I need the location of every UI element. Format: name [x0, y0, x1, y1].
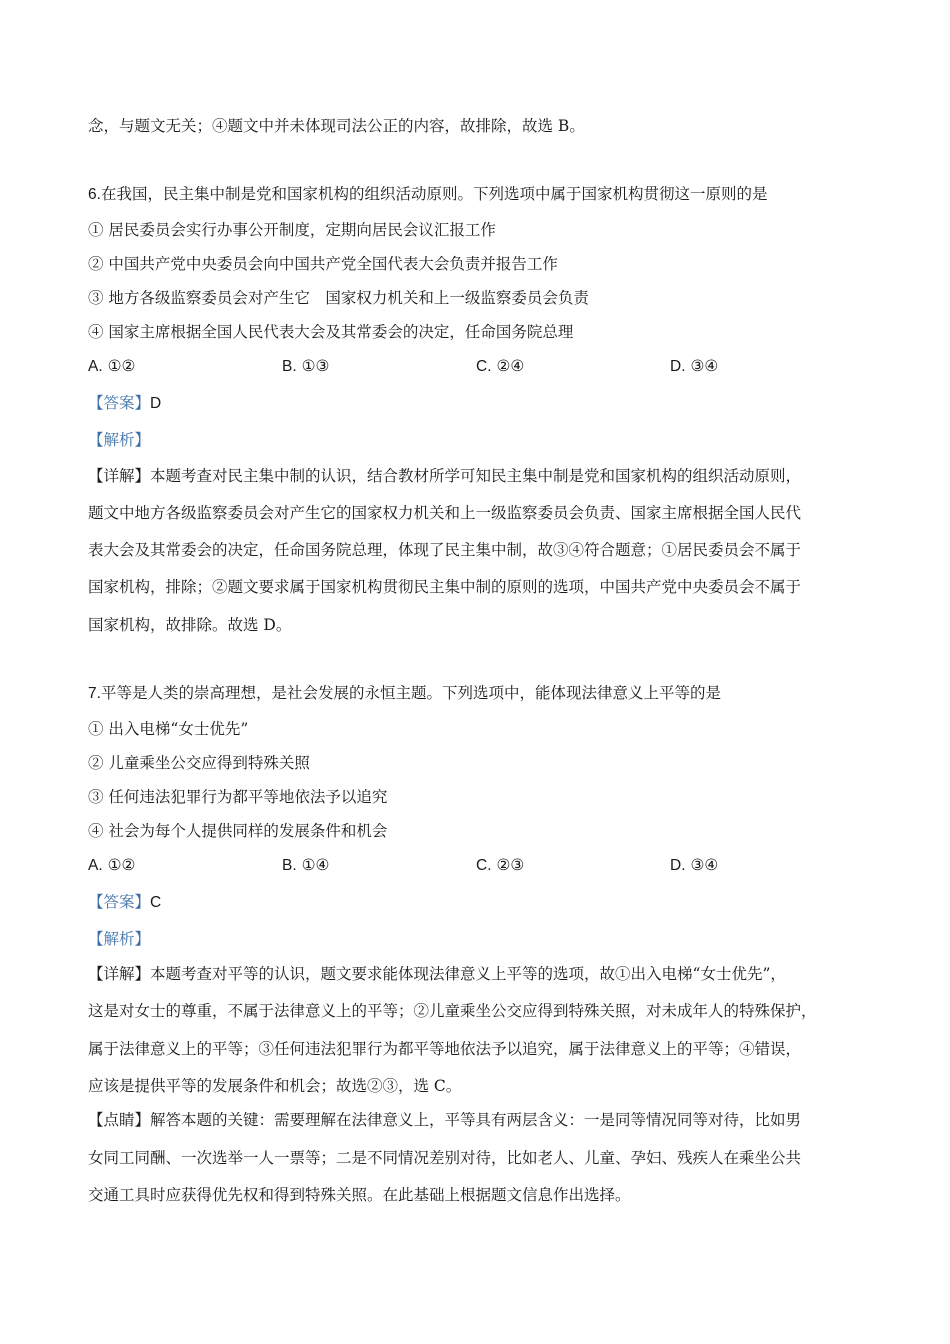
answer-tag: 【答案】	[88, 394, 151, 412]
question-7-answer	[88, 892, 161, 913]
question-7-detail-line-2: 这是对女士的尊重，不属于法律意义上的平等；②儿童乘坐公交应得到特殊关照，对未成年人的特殊保护，	[88, 1002, 817, 1020]
question-6-item-2: ② 中国共产党中央委员会向中国共产党全国代表大会负责并报告工作	[88, 255, 558, 273]
question-7-item-2: ② 儿童乘坐公交应得到特殊关照	[88, 754, 310, 772]
question-6-answer	[88, 393, 161, 414]
question-7-tip-line-3: 交通工具时应获得优先权和得到特殊关照。在此基础上根据题文信息作出选择。	[88, 1186, 631, 1204]
question-6-option-a: A. ①②	[88, 357, 136, 375]
question-6-analysis-tag: 【解析】	[88, 431, 151, 449]
question-7-item-4: ④ 社会为每个人提供同样的发展条件和机会	[88, 822, 388, 840]
question-7-stem	[88, 683, 721, 704]
question-7-analysis-tag: 【解析】	[88, 930, 151, 948]
question-6-detail-line-2: 题文中地方各级监察委员会对产生它的国家权力机关和上一级监察委员会负责、国家主席根据全国人民代	[88, 504, 802, 522]
question-7-detail-line-3: 属于法律意义上的平等；③任何违法犯罪行为都平等地依法予以追究，属于法律意义上的平等；④错误，	[88, 1040, 802, 1058]
question-7-number: 7.	[88, 685, 101, 702]
question-7-option-a: A. ①②	[88, 856, 136, 874]
question-7-item-1: ① 出入电梯“女士优先”	[88, 720, 249, 738]
continuation-text: 念，与题文无关；④题文中并未体现司法公正的内容，故排除，故选 B。	[88, 117, 585, 135]
question-6-stem	[88, 184, 767, 205]
tip-tag: 【点睛】	[88, 1111, 151, 1129]
question-6-detail-line-3: 表大会及其常委会的决定，任命国务院总理，体现了民主集中制，故③④符合题意；①居民委员会不属于	[88, 541, 802, 559]
question-7-text: 平等是人类的崇高理想，是社会发展的永恒主题。下列选项中，能体现法律意义上平等的是	[100, 684, 721, 702]
answer-tag: 【答案】	[88, 893, 151, 911]
question-7-option-c: C. ②③	[476, 856, 525, 874]
answer-value: C	[150, 894, 162, 911]
question-7-option-b: B. ①④	[282, 856, 330, 874]
question-7-tip-line-1: 【点睛】解答本题的关键：需要理解在法律意义上，平等具有两层含义：一是同等情况同等对待，比如男	[88, 1111, 802, 1129]
question-6-item-3: ③ 地方各级监察委员会对产生它 国家权力机关和上一级监察委员会负责	[88, 289, 589, 307]
detail-tag: 【详解】	[88, 467, 151, 485]
question-6-number: 6.	[88, 186, 101, 203]
question-7-option-d: D. ③④	[670, 856, 719, 874]
question-7-tip-line-2: 女同工同酬、一次选举一人一票等；二是不同情况差别对待，比如老人、儿童、孕妇、残疾人在乘坐公共	[88, 1149, 802, 1167]
question-6-detail-line-5: 国家机构，故排除。故选 D。	[88, 616, 292, 634]
question-6-item-4: ④ 国家主席根据全国人民代表大会及其常委会的决定，任命国务院总理	[88, 323, 574, 341]
question-7-item-3: ③ 任何违法犯罪行为都平等地依法予以追究	[88, 788, 388, 806]
question-6-item-1: ① 居民委员会实行办事公开制度，定期向居民会议汇报工作	[88, 221, 496, 239]
question-6-detail-line-4: 国家机构，排除；②题文要求属于国家机构贯彻民主集中制的原则的选项，中国共产党中央委员会不属于	[88, 578, 802, 596]
question-6-text: 在我国，民主集中制是党和国家机构的组织活动原则。下列选项中属于国家机构贯彻这一原则的是	[100, 185, 768, 203]
question-7-detail-line-4: 应该是提供平等的发展条件和机会；故选②③，选 C。	[88, 1077, 462, 1095]
question-7-detail-line-1: 【详解】本题考查对平等的认识，题文要求能体现法律意义上平等的选项，故①出入电梯“女士优先”，	[88, 965, 786, 983]
question-6-option-d: D. ③④	[670, 357, 719, 375]
answer-value: D	[150, 395, 162, 412]
question-6-option-b: B. ①③	[282, 357, 330, 375]
question-6-detail-line-1: 【详解】本题考查对民主集中制的认识，结合教材所学可知民主集中制是党和国家机构的组织活动原则，	[88, 467, 802, 485]
detail-tag: 【详解】	[88, 965, 151, 983]
question-6-option-c: C. ②④	[476, 357, 525, 375]
